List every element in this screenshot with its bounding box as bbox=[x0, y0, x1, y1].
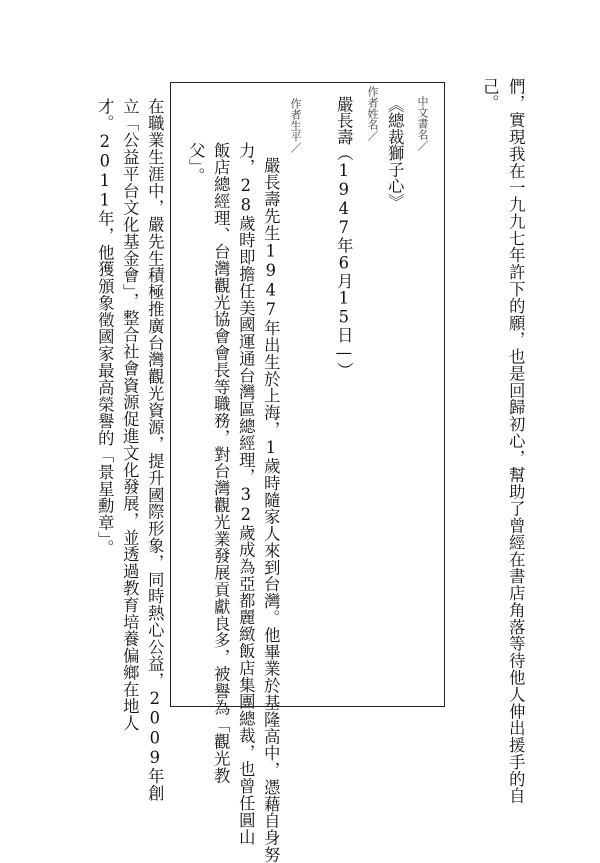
chinese-title: 《總裁獅子心》 bbox=[385, 96, 405, 211]
bio-line: 父」。 bbox=[186, 142, 206, 185]
bio-line: 飯店總經理、台灣觀光協會會長等職務，對台灣觀光業發展貢獻良多，被譽為「觀光教 bbox=[211, 142, 231, 784]
bio-line: 立「公益平台文化基金會」，整合社會資源促進文化發展，並透過教育培養偏鄉在地人 bbox=[120, 98, 140, 732]
bio-line: 力，28歲時即擔任美國運通台灣區總經理，32歲成為亞都麗緻飯店集團總裁，也曾任圓山 bbox=[236, 142, 256, 846]
author-bio-label: 作者生平／ bbox=[289, 98, 302, 153]
author-name: 嚴長壽（1947年6月15日—） bbox=[334, 96, 354, 379]
bio-line: 嚴長壽先生1947年出生於上海，1歲時隨家人來到台灣。他畢業於基隆高中，憑藉自身努 bbox=[261, 157, 281, 863]
author-name-label: 作者姓名／ bbox=[366, 86, 379, 141]
bio-line: 在職業生涯中，嚴先生積極推廣台灣觀光資源，提升國際形象，同時熱心公益，2009年創 bbox=[145, 98, 165, 802]
chinese-title-label: 中文書名／ bbox=[416, 96, 429, 151]
bio-line: 才。2011年，他獲頒象徵國家最高榮譽的「景星勳章」。 bbox=[95, 98, 115, 557]
continuation-line-2: 己。 bbox=[480, 78, 500, 112]
continuation-line-1: 們，實現我在一九九七年許下的願，也是回歸初心，幫助了曾經在書店角落等待他人伸出援手的自 bbox=[506, 78, 526, 805]
